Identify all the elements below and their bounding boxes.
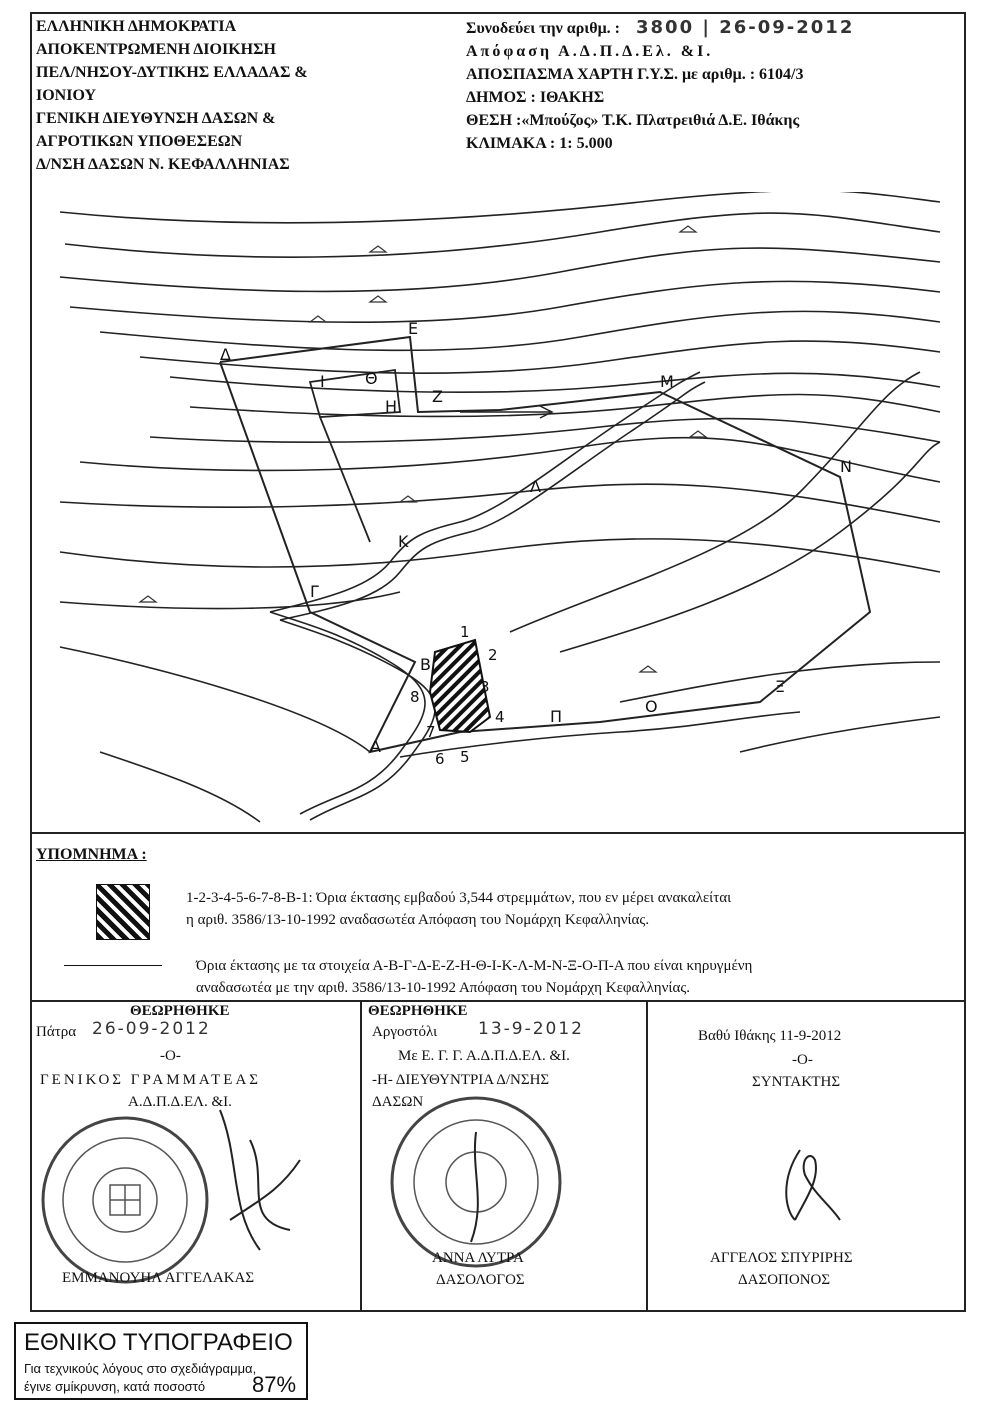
tree-symbol: [690, 431, 706, 437]
authority-line: ΑΓΡΟΤΙΚΩΝ ΥΠΟΘΕΣΕΩΝ: [36, 133, 243, 150]
contour-line: [740, 717, 940, 752]
org-label: Α.Δ.Π.Δ.ΕΛ. &Ι.: [128, 1094, 232, 1110]
place-date: Βαθύ Ιθάκης 11-9-2012: [698, 1028, 842, 1044]
accompanies-handwritten: 3800 | 26-09-2012: [636, 17, 855, 38]
parcel-number: 7: [426, 723, 436, 741]
point-label-gamma: Γ: [310, 582, 319, 601]
legend-line-text: Όρια έκτασης με τα στοιχεία Α-Β-Γ-Δ-Ε-Ζ-Η-Θ-Ι-Κ-Λ-Μ-Ν-Ξ-Ο-Π-Α που είναι κηρυγμένη: [196, 958, 753, 974]
role-label: ΣΥΝΤΑΚΤΗΣ: [752, 1074, 841, 1090]
tree-symbol: [370, 246, 386, 252]
point-label-xi: Ξ: [775, 677, 786, 696]
line3: ΔΑΣΩΝ: [372, 1094, 424, 1110]
signature-scribble: [200, 1100, 310, 1260]
date-handwritten: 13-9-2012: [478, 1019, 584, 1039]
publisher-name: ΕΘΝΙΚΟ ΤΥΠΟΓΡΑΦΕΙΟ: [24, 1329, 293, 1356]
contour-line: [100, 752, 260, 822]
legend-signature-divider: [30, 1000, 966, 1002]
contour-line: [65, 213, 940, 257]
signatory-title: ΔΑΣΟΠΟΝΟΣ: [738, 1272, 831, 1288]
map-legend-divider: [30, 832, 966, 834]
official-stamp: [376, 1092, 576, 1272]
tree-symbol: [140, 596, 156, 602]
parcel-number: 8: [410, 688, 420, 706]
contour-line: [170, 373, 940, 392]
legend-title: ΥΠΟΜΝΗΜΑ :: [36, 846, 147, 863]
authority-line: ΠΕΛ/ΝΗΣΟΥ-ΔΥΤΙΚΗΣ ΕΛΛΑΔΑΣ &: [36, 64, 308, 81]
point-label-omicron: Ο: [645, 697, 658, 716]
legend-line-swatch: [64, 965, 162, 966]
parcel-number: 3: [480, 678, 490, 696]
point-label-beta: Β: [420, 655, 431, 674]
point-label-theta: Θ: [365, 369, 378, 388]
signature-scribble: [770, 1140, 850, 1230]
legend-hatched-text: η αριθ. 3586/13-10-1992 αναδασωτέα Απόφαση του Νομάρχη Κεφαλληνίας.: [186, 912, 650, 928]
official-stamp: [30, 1110, 220, 1290]
parcel-number: 1: [460, 623, 470, 641]
point-label-lambda: Λ: [530, 477, 541, 496]
vegetation-symbols: [140, 226, 706, 672]
legend-hatched-text: 1-2-3-4-5-6-7-8-Β-1: Όρια έκτασης εμβαδού 3,544 στρεμμάτων, που εν μέρει ανακαλείται: [186, 890, 732, 906]
contour-line: [60, 192, 940, 223]
parcel-number: 6: [435, 750, 445, 768]
national-printing-office-box: [14, 1322, 308, 1400]
scale-line: ΚΛΙΜΑΚΑ : 1: 5.000: [466, 135, 613, 152]
contour-line: [60, 539, 940, 572]
point-label-pi: Π: [550, 707, 563, 726]
road-line: [280, 382, 705, 620]
date-handwritten: 26-09-2012: [92, 1019, 211, 1039]
role-label: ΓΕΝΙΚΟΣ ΓΡΑΜΜΑΤΕΑΣ: [40, 1072, 262, 1088]
point-label-alpha: Α: [370, 737, 381, 756]
point-label-kappa: Κ: [398, 532, 409, 551]
point-label-nu: Ν: [840, 457, 852, 476]
line1: Με Ε. Γ. Γ. Α.Δ.Π.Δ.ΕΛ. &Ι.: [398, 1048, 570, 1064]
authority-line: ΓΕΝΙΚΗ ΔΙΕΥΘΥΝΣΗ ΔΑΣΩΝ &: [36, 110, 276, 127]
o-label: -Ο-: [792, 1052, 813, 1068]
municipality-line: ΔΗΜΟΣ : ΙΘΑΚΗΣ: [466, 89, 605, 106]
location-line: ΘΕΣΗ :«Μπούζος» Τ.Κ. Πλατρειθιά Δ.Ε. Ιθάκης: [466, 112, 800, 129]
point-label-eta: Η: [385, 397, 398, 416]
tree-symbol: [680, 226, 696, 232]
point-label-iota: Ι: [320, 372, 325, 391]
point-label-epsilon: Ε: [408, 319, 419, 338]
parcel-number: 5: [460, 748, 470, 766]
authority-line: ΙΟΝΙΟΥ: [36, 87, 97, 104]
o-label: -Ο-: [160, 1048, 181, 1064]
reduction-note: έγινε σμίκρυνση, κατά ποσοστό: [24, 1379, 206, 1394]
decision-line: Απόφαση Α.Δ.Π.Δ.Ελ. &Ι.: [466, 43, 714, 60]
point-label-mu: Μ: [660, 372, 674, 391]
reduction-note: Για τεχνικούς λόγους στο σχεδιάγραμμα,: [24, 1361, 257, 1376]
line2: -Η- ΔΙΕΥΘΥΝΤΡΙΑ Δ/ΝΣΗΣ: [372, 1072, 550, 1088]
contour-line: [150, 419, 940, 443]
inner-boundary: [320, 417, 370, 542]
signatory-name: ΑΝΝΑ ΛΥΤΡΑ: [432, 1250, 524, 1266]
signatory-name: ΕΜΜΑΝΟΥΗΛ ΑΓΓΕΛΑΚΑΣ: [62, 1270, 255, 1286]
authority-line: Δ/ΝΣΗ ΔΑΣΩΝ Ν. ΚΕΦΑΛΛΗΝΙΑΣ: [36, 156, 290, 173]
legend-line-text: αναδασωτέα με την αριθ. 3586/13-10-1992 Απόφαση του Νομάρχη Κεφαλληνίας.: [196, 980, 691, 996]
parcel-number: 2: [488, 646, 498, 664]
tree-symbol: [370, 296, 386, 302]
contour-line: [80, 438, 940, 482]
forest-map: [40, 192, 956, 824]
contour-line: [510, 372, 920, 632]
sig-divider-left: [360, 1000, 362, 1312]
accompanies-label: Συνοδεύει την αριθμ. :: [466, 20, 620, 37]
sig-divider-right: [646, 1000, 648, 1312]
point-label-zeta: Ζ: [432, 387, 443, 406]
contour-line: [190, 395, 940, 417]
place-label: Αργοστόλι: [372, 1024, 438, 1040]
authority-line: ΕΛΛΗΝΙΚΗ ΔΗΜΟΚΡΑΤΙΑ: [36, 18, 237, 35]
place-label: Πάτρα: [36, 1024, 77, 1040]
road-line: [280, 620, 435, 820]
authority-line: ΑΠΟΚΕΝΤΡΩΜΕΝΗ ΔΙΟΙΚΗΣΗ: [36, 41, 276, 58]
tree-symbol: [640, 666, 656, 672]
signatory-title: ΔΑΣΟΛΟΓΟΣ: [436, 1272, 525, 1288]
point-label-delta: Δ: [220, 345, 231, 364]
seen-label: ΘΕΩΡΗΘΗΚΕ: [130, 1003, 230, 1019]
contour-line: [60, 647, 370, 752]
contour-line: [560, 442, 940, 652]
extract-line: ΑΠΟΣΠΑΣΜΑ ΧΑΡΤΗ Γ.Υ.Σ. με αριθμ. : 6104/3: [466, 66, 804, 83]
seen-label: ΘΕΩΡΗΘΗΚΕ: [368, 1003, 468, 1019]
parcel-number: 4: [495, 708, 505, 726]
reduction-percent: 87%: [252, 1372, 297, 1397]
signatory-name: ΑΓΓΕΛΟΣ ΣΠΥΡΙΡΗΣ: [710, 1250, 853, 1266]
contour-line: [60, 592, 400, 609]
contour-line: [60, 484, 940, 522]
legend-hatch-swatch: [96, 884, 150, 940]
